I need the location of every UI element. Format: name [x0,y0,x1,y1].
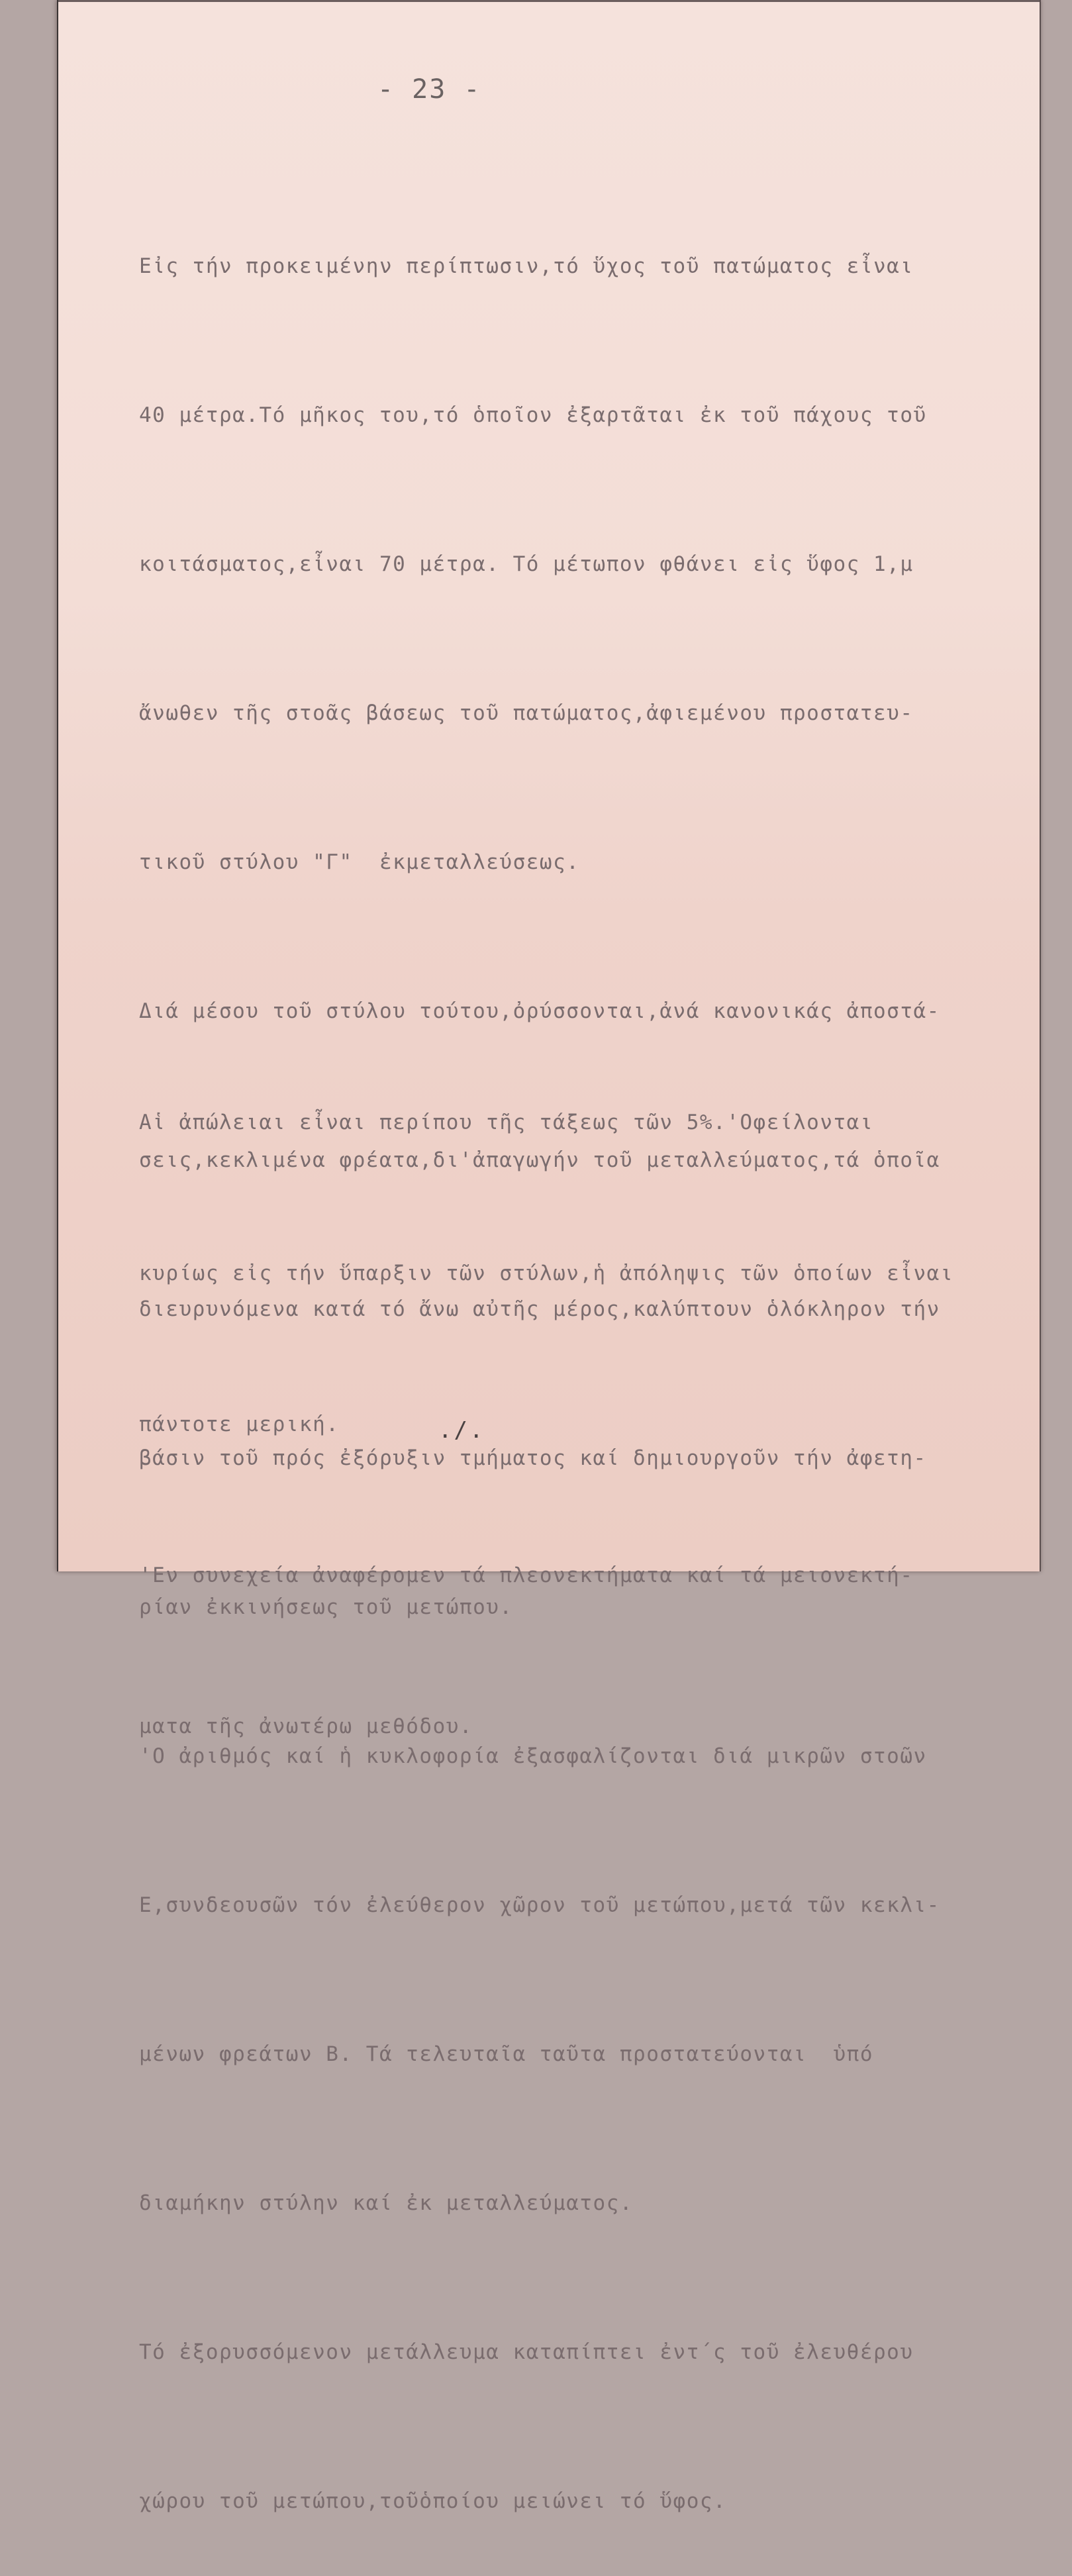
body-text-bottom [139,997,1033,1802]
text-line: 'Εν συνεχεία ἀναφέρομεν τά πλεονεκτήματα καί τά μειονεκτή- [139,1563,914,1587]
text-line: κοιτάσματος,εἶναι 70 μέτρα. Τό μέτωπον φθάνει εἰς ὕφος 1,μ [139,552,914,576]
sheet-right-edge [1040,0,1041,1571]
text-line: Ε,συνδεουσῶν τόν ἐλεύθερον χῶρον τοῦ μετώπου,μετά τῶν κεκλι- [139,1893,940,1917]
sheet-top-edge [57,0,1040,2]
text-line: χώρου τοῦ μετώπου,τοῦὁποίου μειώνει τό ὕφος. [139,2489,727,2513]
text-line: ἄνωθεν τῆς στοᾶς βάσεως τοῦ πατώματος,ἀφιεμένου προστατευ- [139,701,914,725]
text-line: διευρυνόμενα κατά τό ἄνω αὐτῆς μέρος,καλύπτουν ὁλόκληρον τήν [139,1297,940,1321]
page-number: - 23 - [377,74,481,105]
text-line: βάσιν τοῦ πρός ἐξόρυξιν τμήματος καί δημιουργοῦν τήν ἀφετη- [139,1446,927,1470]
text-line: ρίαν ἐκκινήσεως τοῦ μετώπου. [139,1595,513,1619]
text-line: τικοῦ στύλου "Γ" ἐκμεταλλεύσεως. [139,850,580,874]
text-line: Τό ἐξορυσσόμενον μετάλλευμα καταπίπτει ἐντ΄ς τοῦ ἐλευθέρου [139,2340,914,2364]
text-line: μένων φρεάτων Β. Τά τελευταῖα ταῦτα προστατεύονται ὑπό [139,2042,873,2066]
text-line: πάντοτε μερική. [139,1412,340,1436]
text-line: Διά μέσου τοῦ στύλου τούτου,ὀρύσσονται,ἀνά κανονικάς ἀποστά- [139,999,940,1023]
text-line: 40 μέτρα.Τό μῆκος του,τό ὁποῖον ἐξαρτᾶται ἐκ τοῦ πάχους τοῦ [139,403,927,427]
text-line: ματα τῆς ἀνωτέρω μεθόδου. [139,1714,473,1738]
text-line: 'Ο ἀριθμός καί ἡ κυκλοφορία ἐξασφαλίζονται διά μικρῶν στοῶν [139,1744,927,1768]
text-line: διαμήκην στύλην καί ἐκ μεταλλεύματος. [139,2191,634,2215]
sheet-left-edge [57,0,58,1571]
text-line: κυρίως εἰς τήν ὕπαρξιν τῶν στύλων,ἡ ἀπόληψις τῶν ὁποίων εἶναι [139,1262,953,1285]
text-line: Εἰς τήν προκειμένην περίπτωσιν,τό ὕχος τοῦ πατώματος εἶναι [139,254,914,278]
continuation-mark: ./. [438,1417,485,1444]
text-line: σεις,κεκλιμένα φρέατα,δι'ἀπαγωγήν τοῦ μεταλλεύματος,τά ὁποῖα [139,1148,940,1172]
text-line: Αἱ ἀπώλειαι εἶναι περίπου τῆς τάξεως τῶν 5%.'Οφείλονται [139,1111,873,1134]
